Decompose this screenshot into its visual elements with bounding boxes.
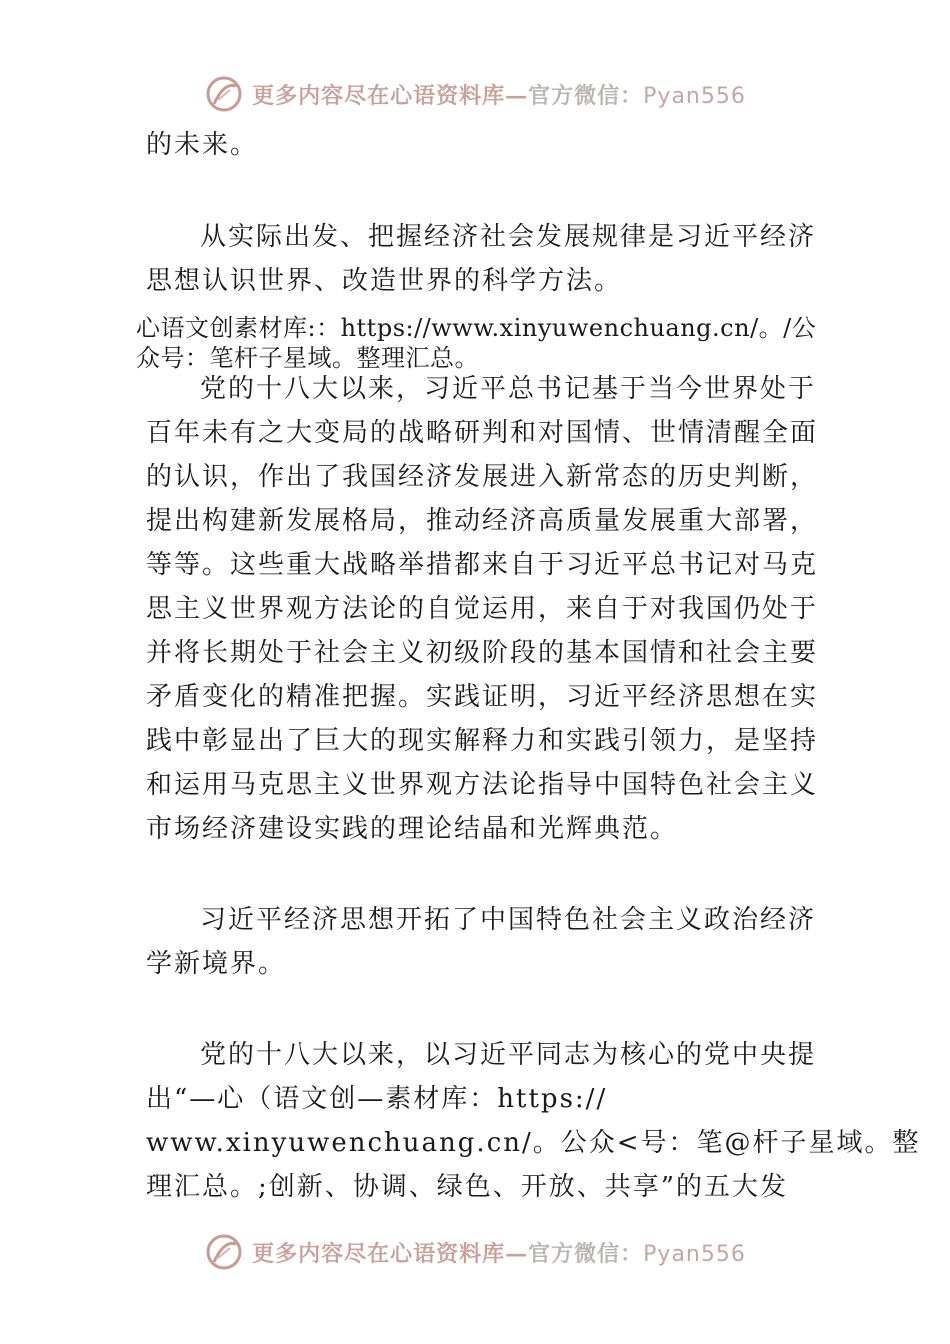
banner-text — [252, 1237, 746, 1268]
banner-wechat-id: Pyan556 — [643, 1241, 746, 1267]
banner-wechat-id: Pyan556 — [643, 83, 746, 109]
watermark-text-line: 众号：笔杆子星域。整理汇总。 — [136, 344, 479, 372]
header-watermark-banner — [0, 70, 950, 118]
text-line: 党的十八大以来，以习近平同志为核心的党中央提 — [200, 1040, 817, 1070]
text-line: 和运用马克思主义世界观方法论指导中国特色社会主义 — [146, 770, 819, 800]
text-line: 践中彰显出了巨大的现实解释力和实践引领力，是坚持 — [146, 726, 819, 756]
banner-main-text: 更多内容尽在心语资料库 — [252, 82, 506, 109]
text-line: 出“—心（语文创—素材库：https:// — [146, 1084, 608, 1114]
banner-official-label: 官方微信： — [528, 82, 644, 109]
banner-separator: — — [505, 1240, 529, 1267]
text-line: www.xinyuwenchuang.cn/。公众<号：笔@杆子星域。整 — [146, 1128, 921, 1158]
text-line: 百年未有之大变局的战略研判和对国情、世情清醒全面 — [146, 418, 819, 448]
text-line: 思想认识世界、改造世界的科学方法。 — [146, 266, 623, 296]
text-line: 理汇总。;创新、协调、绿色、开放、共享”的五大发 — [146, 1172, 789, 1202]
text-line: 矛盾变化的精准把握。实践证明，习近平经济思想在实 — [146, 682, 819, 712]
text-line: 从实际出发、把握经济社会发展规律是习近平经济 — [200, 222, 817, 252]
brand-logo-icon — [204, 74, 244, 114]
watermark-text-line: 心语文创素材库:：https://www.xinyuwenchuang.cn/。/公 — [136, 314, 817, 342]
banner-text — [252, 79, 746, 110]
text-line: 市场经济建设实践的理论结晶和光辉典范。 — [146, 814, 679, 844]
text-line: 思主义世界观方法论的自觉运用，来自于对我国仍处于 — [146, 594, 819, 624]
text-line: 的认识，作出了我国经济发展进入新常态的历史判断， — [146, 462, 819, 492]
banner-separator: — — [505, 82, 529, 109]
text-line: 提出构建新发展格局，推动经济高质量发展重大部署， — [146, 506, 819, 536]
footer-watermark-banner — [0, 1228, 950, 1276]
brand-logo-icon — [204, 1232, 244, 1272]
text-line: 等等。这些重大战略举措都来自于习近平总书记对马克 — [146, 550, 819, 580]
text-line: 习近平经济思想开拓了中国特色社会主义政治经济 — [200, 905, 817, 935]
text-line: 并将长期处于社会主义初级阶段的基本国情和社会主要 — [146, 638, 819, 668]
text-line: 学新境界。 — [146, 949, 287, 979]
banner-official-label: 官方微信： — [528, 1240, 644, 1267]
banner-main-text: 更多内容尽在心语资料库 — [252, 1240, 506, 1267]
text-line: 的未来。 — [146, 130, 259, 160]
text-line: 党的十八大以来，习近平总书记基于当今世界处于 — [200, 374, 817, 404]
